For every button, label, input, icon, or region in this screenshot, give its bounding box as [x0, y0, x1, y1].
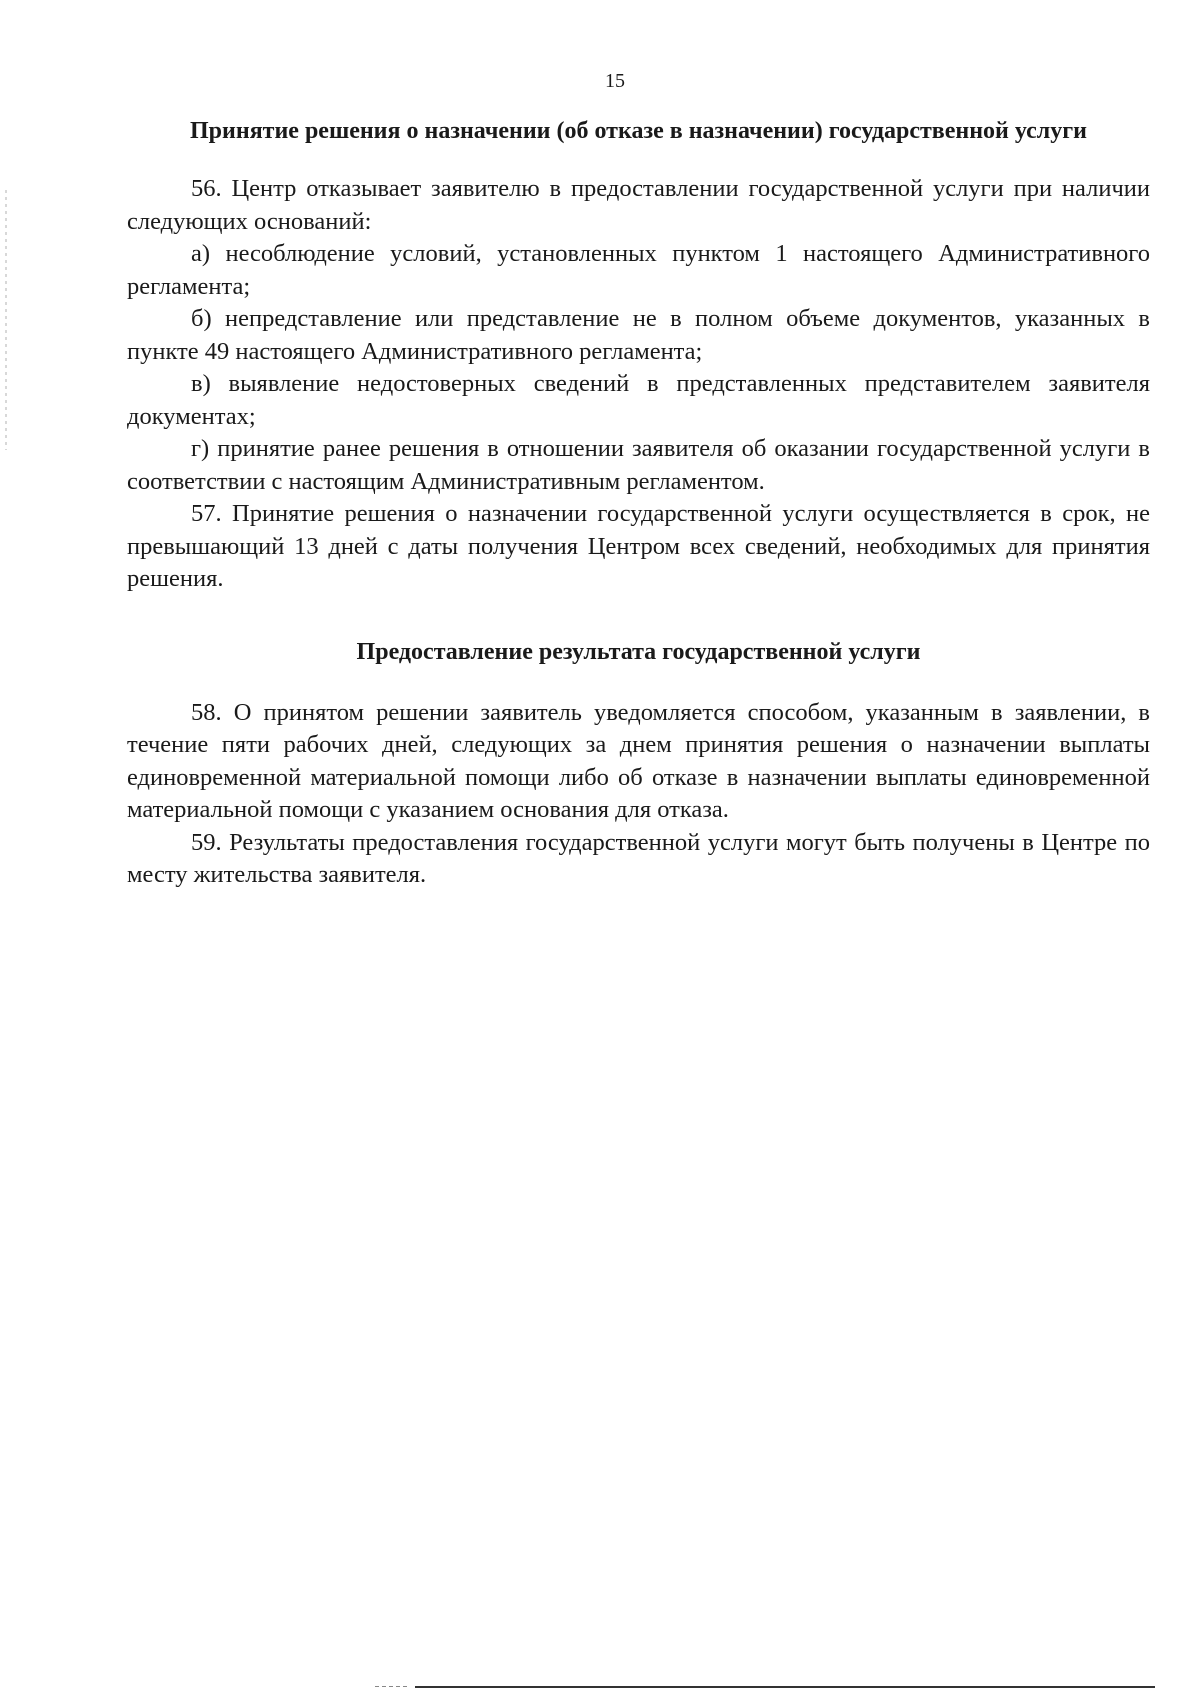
- section-heading-decision: Принятие решения о назначении (об отказе в назначении) государственной услуги: [190, 118, 1087, 144]
- paragraph-59: 59. Результаты предоставления государственной услуги могут быть получены в Центре по месту жительства заявителя.: [127, 828, 1150, 888]
- scan-bottom-dash: [375, 1686, 410, 1687]
- section-heading-result: Предоставление результата государственной услуги: [356, 638, 921, 665]
- paragraph-58: 58. О принятом решении заявитель уведомляется способом, указанным в заявлении, в течение пяти рабочих дней, следующих за днем принятия решения о назначении выплаты единовременной материальной помощи либо об отказе в назначении выплаты единовременной материальной помощи с указанием основания для отказа.: [127, 698, 1150, 823]
- paragraph-56: 56. Центр отказывает заявителю в предоставлении государственной услуги при наличии следующих оснований:: [127, 175, 1150, 235]
- paragraph-57: 57. Принятие решения о назначении государственной услуги осуществляется в срок, не превышающий 13 дней с даты получения Центром всех сведений, необходимых для принятия решения.: [127, 500, 1150, 592]
- paragraph-56-g: г) принятие ранее решения в отношении заявителя об оказании государственной услуги в соответствии с настоящим Административным регламентом.: [127, 435, 1150, 495]
- paragraph-56-b: б) непредставление или представление не в полном объеме документов, указанных в пункте 49 настоящего Административного регламента;: [127, 305, 1150, 365]
- paragraph-56-v: в) выявление недостоверных сведений в представленных представителем заявителя документах;: [127, 370, 1150, 430]
- paragraph-56-a: а) несоблюдение условий, установленных пунктом 1 настоящего Административного регламента;: [127, 240, 1150, 300]
- scan-edge-marks: [5, 190, 7, 450]
- page-number: 15: [605, 70, 625, 92]
- scan-bottom-edge: [415, 1686, 1155, 1688]
- document-body: [127, 115, 1150, 892]
